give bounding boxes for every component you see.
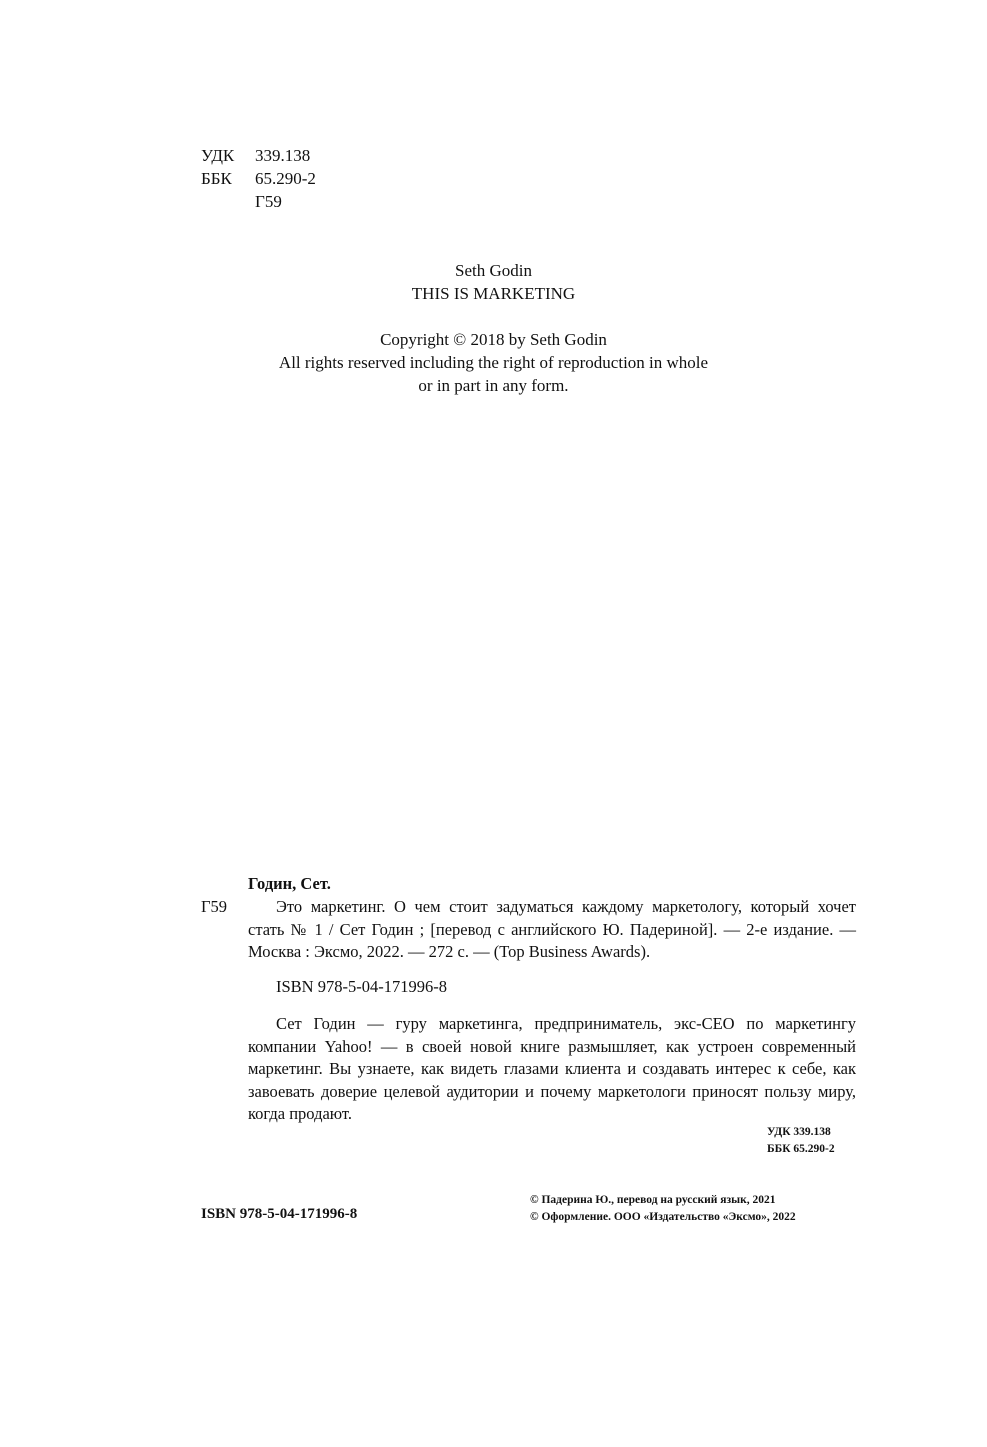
biblio-udk-footer: УДК 339.138 <box>767 1126 831 1138</box>
bbk-line <box>201 168 316 190</box>
author-mark: Г59 <box>255 192 282 211</box>
original-author: Seth Godin <box>455 261 532 280</box>
copyright-line-2: All rights reserved including the right of reproduction in whole <box>278 353 709 372</box>
copyright-translation: © Падерина Ю., перевод на русский язык, 2021 <box>530 1194 776 1206</box>
footer-isbn: ISBN 978-5-04-171996-8 <box>201 1206 358 1222</box>
copyright-line-3: or in part in any form. <box>418 376 569 395</box>
biblio-isbn: ISBN 978-5-04-171996-8 <box>276 977 447 996</box>
udk-line <box>201 145 310 167</box>
biblio-description: Это маркетинг. О чем стоит задуматься каждому маркетологу, который хочет стать № 1 / Сет Годин ; [перевод с английского Ю. Падериной]. — 2-е издание. — Москва : Эксмо, 2022. — 272 с. — (Top Business Awards). <box>248 897 856 961</box>
udk-value: 339.138 <box>255 146 311 165</box>
biblio-mark: Г59 <box>201 897 228 916</box>
biblio-annotation: Сет Годин — гуру маркетинга, предприниматель, экс-CEO по маркетингу компании Yahoo! — в своей новой книге размышляет, как устроен современный маркетинг. Вы узнаете, как видеть глазами клиента и создавать интерес к себе, как завоевать доверие целевой аудитории и почему маркетологи приносят пользу миру, когда продают. <box>248 1014 856 1123</box>
original-title-block <box>0 259 987 305</box>
bbk-value: 65.290-2 <box>255 169 316 188</box>
copyright-block <box>0 328 987 397</box>
biblio-heading: Годин, Сет. <box>248 874 331 893</box>
original-title: THIS IS MARKETING <box>411 284 576 303</box>
biblio-bbk-footer: ББК 65.290-2 <box>767 1143 835 1155</box>
copyright-design: © Оформление. ООО «Издательство «Эксмо», 2022 <box>530 1211 796 1223</box>
udk-label: УДК <box>201 146 235 165</box>
bbk-label: ББК <box>201 169 232 188</box>
copyright-line-1: Copyright © 2018 by Seth Godin <box>380 330 607 349</box>
